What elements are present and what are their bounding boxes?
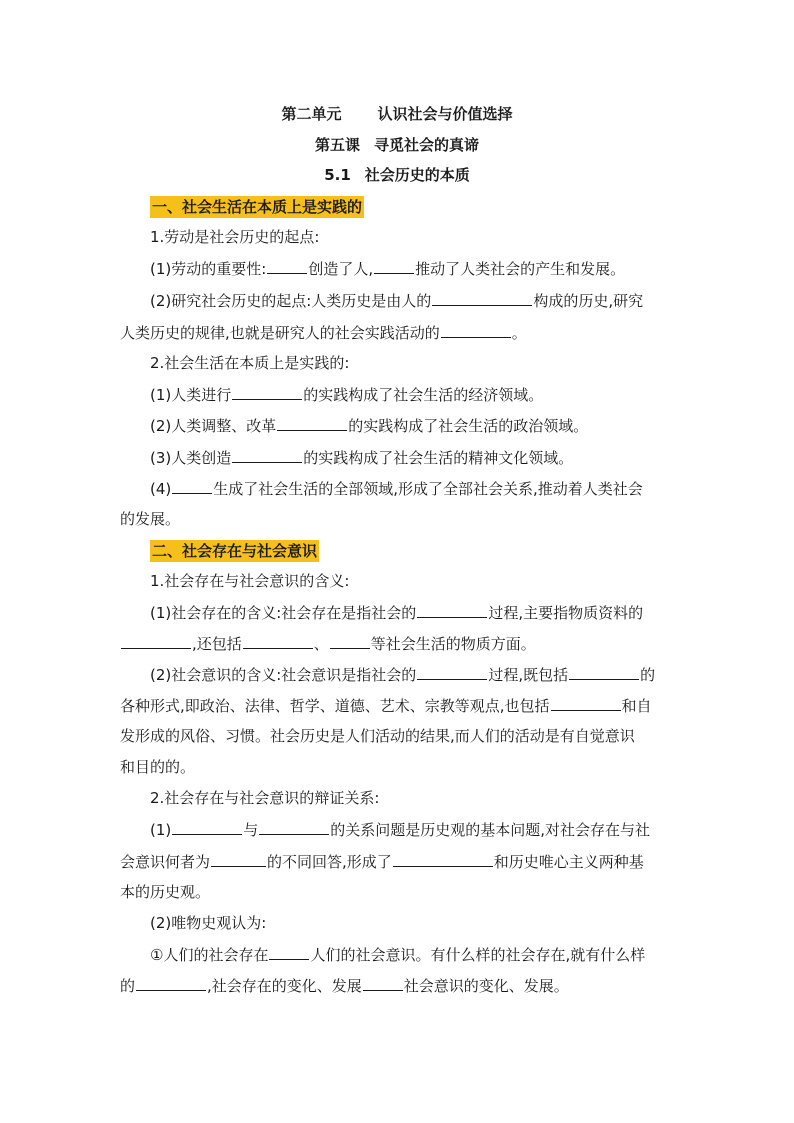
answer-blank[interactable] [232, 384, 302, 400]
text: 的 [640, 666, 656, 684]
text: (1)人类进行 [150, 386, 232, 404]
text: ,还包括 [192, 635, 242, 653]
text: 的实践构成了社会生活的政治领域。 [348, 417, 589, 435]
text: 推动了人类社会的产生和发展。 [415, 260, 626, 278]
text-line [150, 944, 710, 965]
text-line [150, 415, 710, 436]
text: 与 [243, 821, 259, 839]
text: 和历史唯心主义两种基 [493, 853, 644, 871]
text: (3)人类创造 [150, 449, 232, 467]
lesson-title [0, 134, 794, 155]
text-line [150, 353, 710, 373]
answer-blank[interactable] [551, 695, 621, 711]
text: 2.社会存在与社会意识的辩证关系: [150, 789, 380, 807]
text-line [150, 602, 710, 623]
text-line [150, 788, 710, 808]
text: 和自 [621, 697, 652, 715]
text-line [120, 851, 680, 872]
answer-blank[interactable] [269, 944, 309, 960]
answer-blank[interactable] [432, 290, 532, 306]
answer-blank[interactable] [277, 415, 347, 431]
text: 过程,既包括 [488, 666, 569, 684]
section-heading-2: 二、社会存在与社会意识 [152, 542, 318, 560]
answer-blank[interactable] [243, 633, 313, 649]
section-title [0, 164, 794, 185]
text: 的发展。 [120, 510, 181, 528]
lesson-name: 寻觅社会的真谛 [374, 136, 480, 154]
answer-blank[interactable] [267, 258, 307, 274]
text-line [120, 726, 680, 746]
answer-blank[interactable] [172, 819, 242, 835]
answer-blank[interactable] [569, 664, 639, 680]
text: (2)研究社会历史的起点:人类历史是由人的 [150, 292, 432, 310]
text: 各种形式,即政治、法律、哲学、道德、艺术、宗教等观点,也包括 [120, 697, 550, 715]
text-line [150, 384, 710, 405]
answer-blank[interactable] [136, 975, 206, 991]
text: 2.社会生活在本质上是实践的: [150, 354, 350, 372]
text: 的实践构成了社会生活的精神文化领域。 [303, 449, 574, 467]
answer-blank[interactable] [441, 322, 511, 338]
text: 发形成的风俗、习惯。社会历史是人们活动的结果,而人们的活动是有自觉意识 [120, 727, 635, 745]
text: (2)社会意识的含义:社会意识是指社会的 [150, 666, 417, 684]
text: 会意识何者为 [120, 853, 211, 871]
text: 的不同回答,形成了 [267, 853, 392, 871]
text-line [150, 664, 710, 685]
section-name: 社会历史的本质 [364, 166, 470, 184]
answer-blank[interactable] [393, 851, 493, 867]
text-line [120, 695, 680, 716]
text: 的 [120, 977, 136, 995]
text: 1.劳动是社会历史的起点: [150, 228, 320, 246]
text: (1)社会存在的含义:社会存在是指社会的 [150, 604, 417, 622]
text: (1)劳动的重要性: [150, 260, 267, 278]
answer-blank[interactable] [374, 258, 414, 274]
text: 人们的社会意识。有什么样的社会存在,就有什么样 [310, 946, 646, 964]
answer-blank[interactable] [232, 447, 302, 463]
text: 1.社会存在与社会意识的含义: [150, 572, 350, 590]
text: ①人们的社会存在 [150, 946, 269, 964]
unit-title [0, 103, 794, 124]
text: ,社会存在的变化、发展 [207, 977, 362, 995]
text-line [120, 975, 680, 996]
answer-blank[interactable] [363, 975, 403, 991]
section-number: 5.1 [324, 166, 351, 184]
text: (1) [150, 821, 172, 839]
answer-blank[interactable] [259, 819, 329, 835]
lesson-label: 第五课 [314, 136, 360, 154]
text-line [150, 258, 710, 279]
answer-blank[interactable] [121, 633, 191, 649]
text-line [120, 509, 680, 529]
answer-blank[interactable] [172, 478, 212, 494]
text-line [150, 478, 710, 499]
text-line [150, 913, 710, 933]
text: 。 [511, 324, 527, 342]
text: 社会意识的变化、发展。 [403, 977, 569, 995]
text-line [150, 447, 710, 468]
text: 创造了人, [308, 260, 374, 278]
text: 生成了社会生活的全部领域,形成了全部社会关系,推动着人类社会 [213, 480, 643, 498]
text-line [150, 819, 710, 840]
text: 的关系问题是历史观的基本问题,对社会存在与社 [330, 821, 651, 839]
text: 构成的历史,研究 [533, 292, 644, 310]
text-line [150, 571, 710, 591]
text: (2)唯物史观认为: [150, 914, 267, 932]
section-heading-1: 一、社会生活在本质上是实践的 [152, 198, 363, 216]
text-line [120, 633, 680, 654]
text-line [120, 322, 680, 343]
text: 的实践构成了社会生活的经济领域。 [303, 386, 544, 404]
text: 本的历史观。 [120, 883, 211, 901]
text: (2)人类调整、改革 [150, 417, 277, 435]
text: 人类历史的规律,也就是研究人的社会实践活动的 [120, 324, 440, 342]
text: 和目的的。 [120, 758, 196, 776]
text-line [120, 757, 680, 777]
answer-blank[interactable] [211, 851, 266, 867]
text: (4) [150, 480, 172, 498]
unit-name: 认识社会与价值选择 [377, 105, 513, 123]
text: 过程,主要指物质资料的 [488, 604, 644, 622]
answer-blank[interactable] [417, 664, 487, 680]
unit-label: 第二单元 [281, 105, 342, 123]
text-line [150, 290, 710, 311]
text-line [150, 227, 710, 247]
text-line [120, 882, 680, 902]
answer-blank[interactable] [417, 602, 487, 618]
answer-blank[interactable] [330, 633, 370, 649]
text: 等社会生活的物质方面。 [370, 635, 536, 653]
text: 、 [313, 635, 329, 653]
